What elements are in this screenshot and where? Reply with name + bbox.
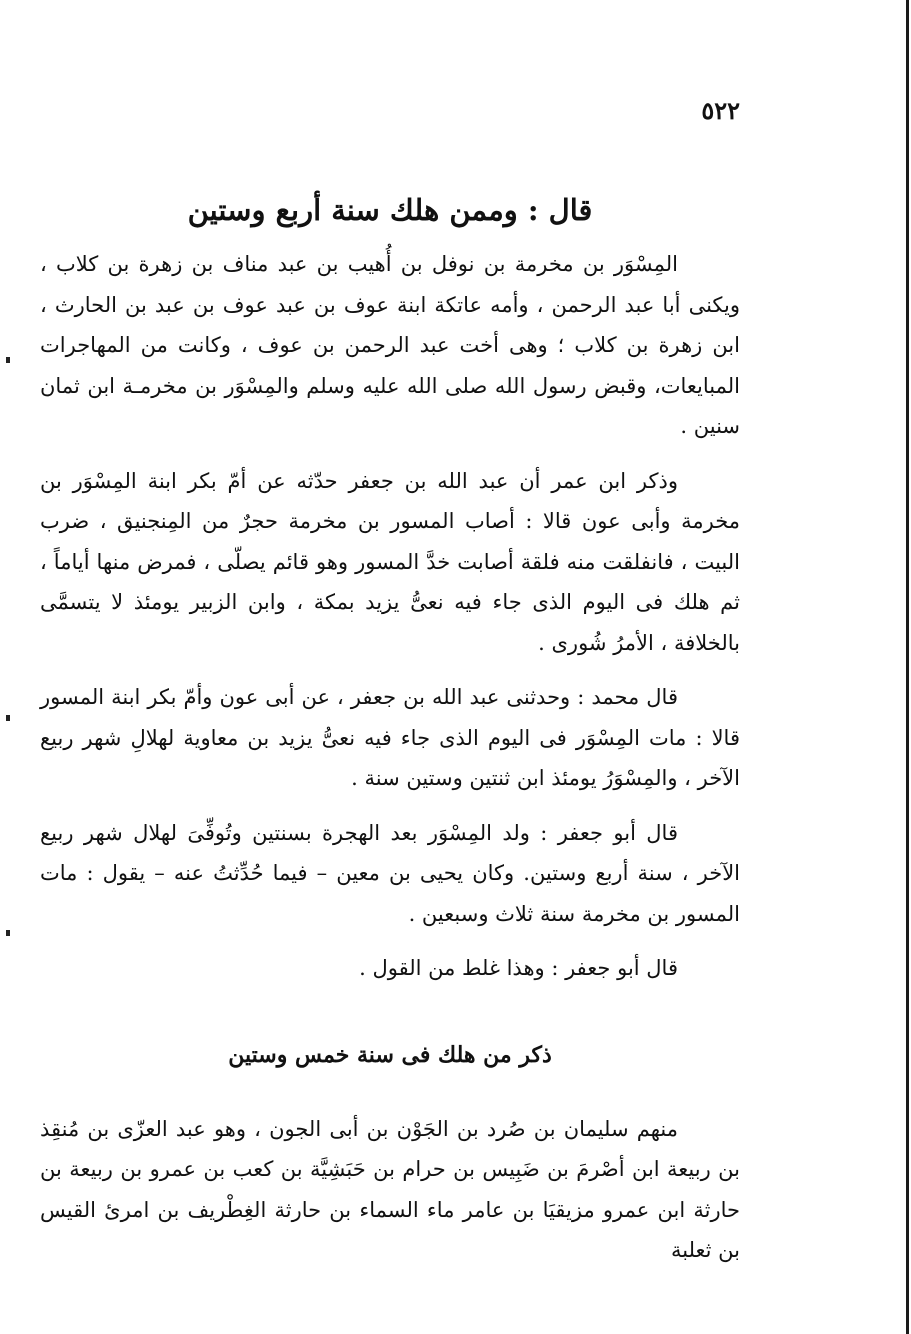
- page-body: [40, 188, 740, 1271]
- page-number: ٥٢٢: [701, 96, 740, 125]
- paragraph: قال أبو جعفر : ولد المِسْوَر بعد الهجرة بسنتين وتُوفِّىَ لهلال شهر ربيع الآخر ، سنة أربع وستين. وكان يحيى بن معين – فيما حُدِّثتُ عنه – يقول : مات المسور بن مخرمة سنة ثلاث وسبعين .: [40, 820, 740, 926]
- section-heading: قال : وممن هلك سنة أربع وستين: [187, 193, 593, 227]
- right-page-edge: [906, 0, 909, 1334]
- margin-mark: [6, 930, 10, 936]
- margin-mark: [6, 357, 10, 363]
- margin-mark: [6, 715, 10, 721]
- paragraph: المِسْوَر بن مخرمة بن نوفل بن أُهيب بن عبد مناف بن زهرة بن كلاب ، ويكنى أبا عبد الرحمن ، وأمه عاتكة ابنة عوف بن عبد عوف بن عبد بن الحارث ، ابن زهرة بن كلاب ؛ وهى أخت عبد الرحمن بن عوف ، وكانت من المهاجرات المبايعات، وقبض رسول الله صلى الله عليه وسلم والمِسْوَر بن مخرمـة ابن ثمان سنين .: [40, 252, 740, 438]
- paragraph: قال أبو جعفر : وهذا غلط من القول .: [359, 956, 678, 980]
- paragraph: منهم سليمان بن صُرد بن الجَوْن بن أبى الجون ، وهو عبد العزّى بن مُنقِذ بن ربيعة ابن أصْرمَ بن ضَبِيس بن حرام بن حَبَشِيَّة بن كعب بن عمرو بن ربيعة بن حارثة ابن عمرو مزيقيَا بن عامر ماء السماء بن حارثة الغِطْريف بن امرئ القيس بن ثعلبة: [40, 1116, 740, 1262]
- section-subheading: ذكر من هلك فى سنة خمس وستين: [228, 1041, 552, 1068]
- paragraph: قال محمد : وحدثنى عبد الله بن جعفر ، عن أبى عون وأمّ بكر ابنة المسور قالا : مات المِسْوَر فى اليوم الذى جاء فيه نعىُّ يزيد بن معاوية لهلالِ شهر ربيع الآخر ، والمِسْوَرُ يومئذ ابن ثنتين وستين سنة .: [40, 685, 740, 790]
- paragraph: وذكر ابن عمر أن عبد الله بن جعفر حدّثه عن أمّ بكر ابنة المِسْوَر بن مخرمة وأبى عون قالا : أصاب المسور بن مخرمة حجرٌ من المِنجنيق ، ضرب البيت ، فانفلقت منه فلقة أصابت خدَّ المسور وهو قائم يصلّى ، فمرض منها أياماً ، ثم هلك فى اليوم الذى جاء فيه نعىُّ يزيد بمكة ، وابن الزبير يومئذ لا يتسمَّى بالخلافة ، الأمرُ شُورى .: [40, 468, 740, 655]
